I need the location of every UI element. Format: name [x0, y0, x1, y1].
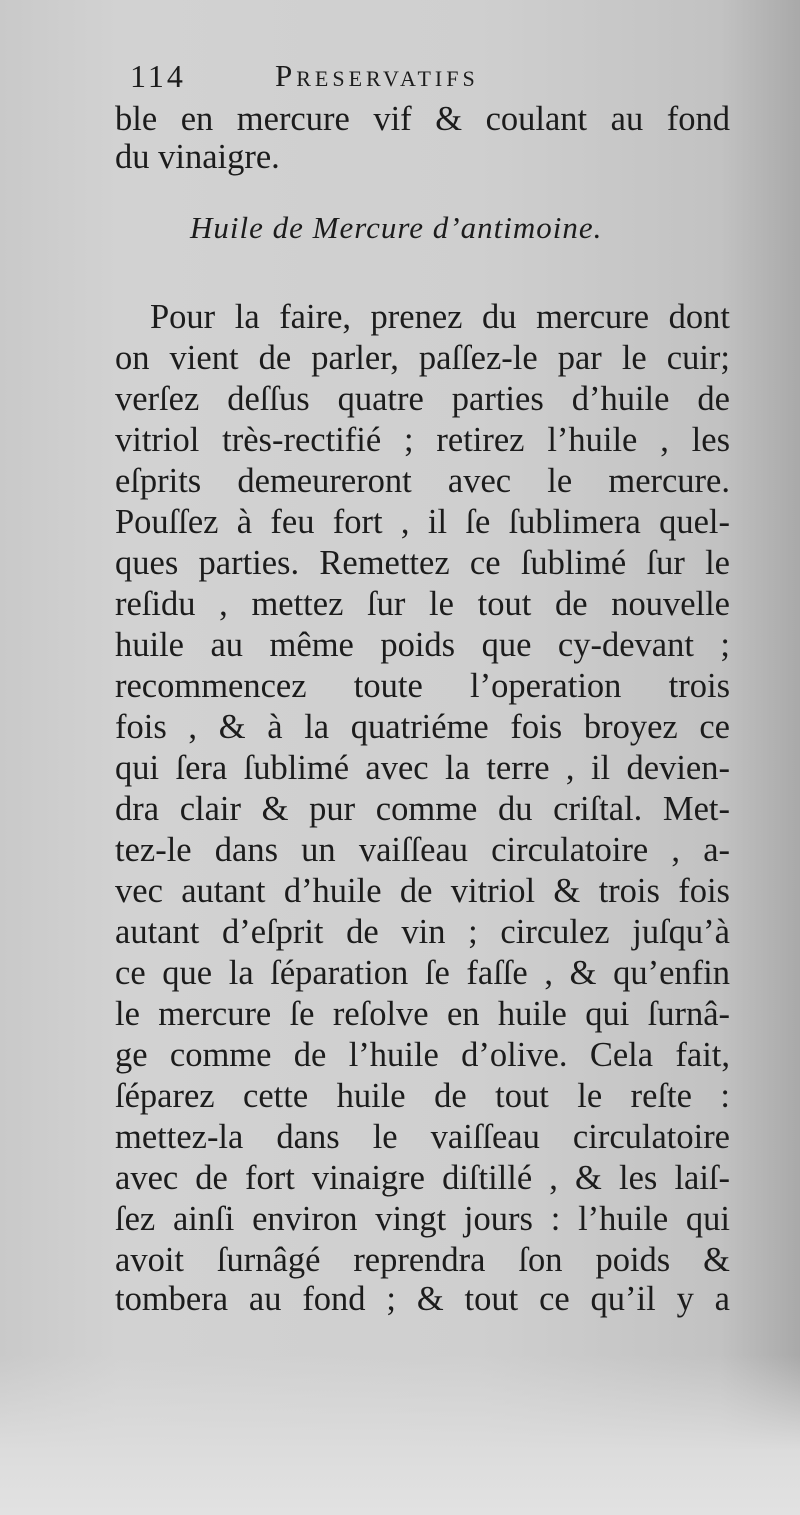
text-line: vec autant d’huile de vitriol & trois fois [115, 872, 730, 910]
text-line: du vinaigre. [115, 138, 280, 176]
text-line: avoit ſurnâgé reprendra ſon poids & [115, 1241, 730, 1279]
running-head: Preservatifs [275, 58, 479, 93]
text-line: on vient de parler, paſſez-le par le cuir; [115, 339, 730, 377]
text-line: reſidu , mettez ſur le tout de nouvelle [115, 585, 730, 623]
text-line: qui ſera ſublimé avec la terre , il devien- [115, 749, 730, 787]
text-line: ce que la ſéparation ſe faſſe , & qu’enfin [115, 954, 730, 992]
text-line: verſez deſſus quatre parties d’huile de [115, 380, 730, 418]
text-line: le mercure ſe reſolve en huile qui ſurnâ- [115, 995, 730, 1033]
text-line: tombera au fond ; & tout ce qu’il y a [115, 1280, 730, 1318]
text-line: eſprits demeureront avec le mercure. [115, 462, 730, 500]
text-line: ſéparez cette huile de tout le reſte : [115, 1077, 730, 1115]
text-line: ge comme de l’huile d’olive. Cela fait, [115, 1036, 730, 1074]
section-heading: Huile de Mercure d’antimoine. [190, 210, 603, 245]
paragraph-first-line: Pour la faire, prenez du mercure dont [150, 298, 730, 336]
text-line: autant d’eſprit de vin ; circulez juſqu’à [115, 913, 730, 951]
page-bottom-margin [0, 1355, 800, 1515]
text-line: tez-le dans un vaiſſeau circulatoire , a- [115, 831, 730, 869]
text-line: ſez ainſi environ vingt jours : l’huile qui [115, 1200, 730, 1238]
text-line: recommencez toute l’operation trois [115, 667, 730, 705]
text-line: huile au même poids que cy-devant ; [115, 626, 730, 664]
text-line: Pouſſez à feu fort , il ſe ſublimera quel- [115, 503, 730, 541]
text-line: mettez-la dans le vaiſſeau circulatoire [115, 1118, 730, 1156]
text-line: fois , & à la quatriéme fois broyez ce [115, 708, 730, 746]
text-line: vitriol très-rectifié ; retirez l’huile , les [115, 421, 730, 459]
text-line: avec de fort vinaigre diſtillé , & les laiſ- [115, 1159, 730, 1197]
text-line: ques parties. Remettez ce ſublimé ſur le [115, 544, 730, 582]
text-line: ble en mercure vif & coulant au fond [115, 100, 730, 138]
text-line: dra clair & pur comme du criſtal. Met- [115, 790, 730, 828]
page-header [130, 58, 590, 98]
page-number: 114 [130, 58, 186, 94]
